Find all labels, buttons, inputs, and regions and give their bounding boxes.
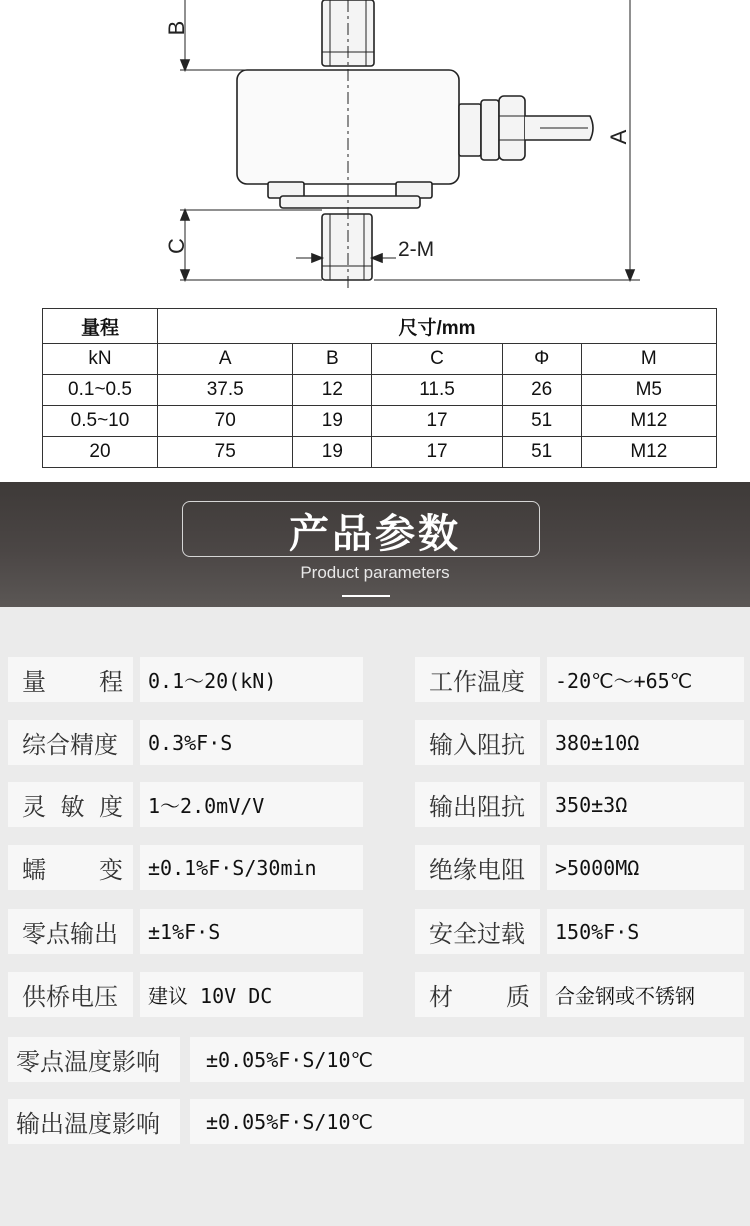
sensor-dimension-drawing — [0, 0, 750, 300]
param-value-output-temp-effect: ±0.05%F·S/10℃ — [190, 1099, 744, 1144]
param-value-zero-output: ±1%F·S — [140, 909, 363, 954]
dimension-label-a: A — [606, 129, 631, 145]
parameter-grid — [0, 607, 750, 1226]
param-label-overload: 安全过载 — [415, 909, 540, 954]
column-header: M — [581, 344, 716, 375]
table-cell: 17 — [372, 437, 502, 468]
label-char: 蠕 — [22, 856, 46, 884]
dimension-label-c: C — [164, 238, 189, 254]
table-cell: M12 — [581, 406, 716, 437]
table-cell: 70 — [158, 406, 293, 437]
table-subheader-row — [43, 344, 717, 375]
param-label-output-impedance: 输出阻抗 — [415, 782, 540, 827]
column-header: Φ — [502, 344, 581, 375]
param-value-range: 0.1～20(kN) — [140, 657, 363, 702]
param-label-range — [8, 657, 133, 702]
table-cell: 17 — [372, 406, 502, 437]
label-char: 量 — [22, 668, 46, 696]
table-row — [43, 406, 717, 437]
param-label-zero-output: 零点输出 — [8, 909, 133, 954]
label-char: 程 — [99, 668, 123, 696]
param-value-temperature: -20℃～+65℃ — [547, 657, 744, 702]
label-char: 敏 — [60, 793, 85, 821]
table-cell: 11.5 — [372, 375, 502, 406]
unit-cell: kN — [43, 344, 158, 375]
table-cell: 19 — [293, 406, 372, 437]
table-cell: M5 — [581, 375, 716, 406]
param-label-sensitivity — [8, 782, 133, 827]
table-cell: 0.5~10 — [43, 406, 158, 437]
table-cell: 37.5 — [158, 375, 293, 406]
param-label-excitation: 供桥电压 — [8, 972, 133, 1017]
size-header: 尺寸/mm — [158, 309, 717, 344]
banner-subtitle: Product parameters — [300, 563, 450, 582]
param-label-material — [415, 972, 540, 1017]
param-label-temperature: 工作温度 — [415, 657, 540, 702]
param-value-excitation: 建议 10V DC — [140, 972, 363, 1017]
thread-label: 2-M — [398, 238, 435, 261]
param-label-output-temp-effect: 输出温度影响 — [8, 1099, 180, 1144]
param-label-zero-temp-effect: 零点温度影响 — [8, 1037, 180, 1082]
table-row — [43, 437, 717, 468]
param-label-accuracy: 综合精度 — [8, 720, 133, 765]
param-value-sensitivity: 1～2.0mV/V — [140, 782, 363, 827]
column-header: B — [293, 344, 372, 375]
banner-underline — [342, 595, 390, 597]
column-header: A — [158, 344, 293, 375]
table-row — [43, 375, 717, 406]
param-value-creep: ±0.1%F·S/30min — [140, 845, 363, 890]
section-banner — [0, 482, 750, 607]
param-value-input-impedance: 380±10Ω — [547, 720, 744, 765]
table-header-row — [43, 309, 717, 344]
label-char: 变 — [99, 856, 123, 884]
param-value-zero-temp-effect: ±0.05%F·S/10℃ — [190, 1037, 744, 1082]
table-cell: M12 — [581, 437, 716, 468]
dimension-label-b: B — [164, 20, 189, 36]
table-cell: 51 — [502, 406, 581, 437]
table-cell: 75 — [158, 437, 293, 468]
table-cell: 20 — [43, 437, 158, 468]
table-cell: 51 — [502, 437, 581, 468]
param-value-insulation: >5000MΩ — [547, 845, 744, 890]
label-char: 灵 — [22, 793, 46, 821]
label-char: 材 — [429, 983, 453, 1011]
table-cell: 26 — [502, 375, 581, 406]
param-value-material: 合金钢或不锈钢 — [547, 972, 744, 1017]
param-value-output-impedance: 350±3Ω — [547, 782, 744, 827]
param-label-input-impedance: 输入阻抗 — [415, 720, 540, 765]
dimension-table — [42, 308, 717, 468]
table-cell: 12 — [293, 375, 372, 406]
param-label-creep — [8, 845, 133, 890]
banner-title: 产品参数 — [289, 511, 461, 557]
label-char: 度 — [99, 793, 123, 821]
param-label-insulation: 绝缘电阻 — [415, 845, 540, 890]
param-value-accuracy: 0.3%F·S — [140, 720, 363, 765]
table-cell: 19 — [293, 437, 372, 468]
column-header: C — [372, 344, 502, 375]
param-value-overload: 150%F·S — [547, 909, 744, 954]
range-header: 量程 — [43, 309, 158, 344]
table-cell: 0.1~0.5 — [43, 375, 158, 406]
label-char: 质 — [506, 983, 530, 1011]
